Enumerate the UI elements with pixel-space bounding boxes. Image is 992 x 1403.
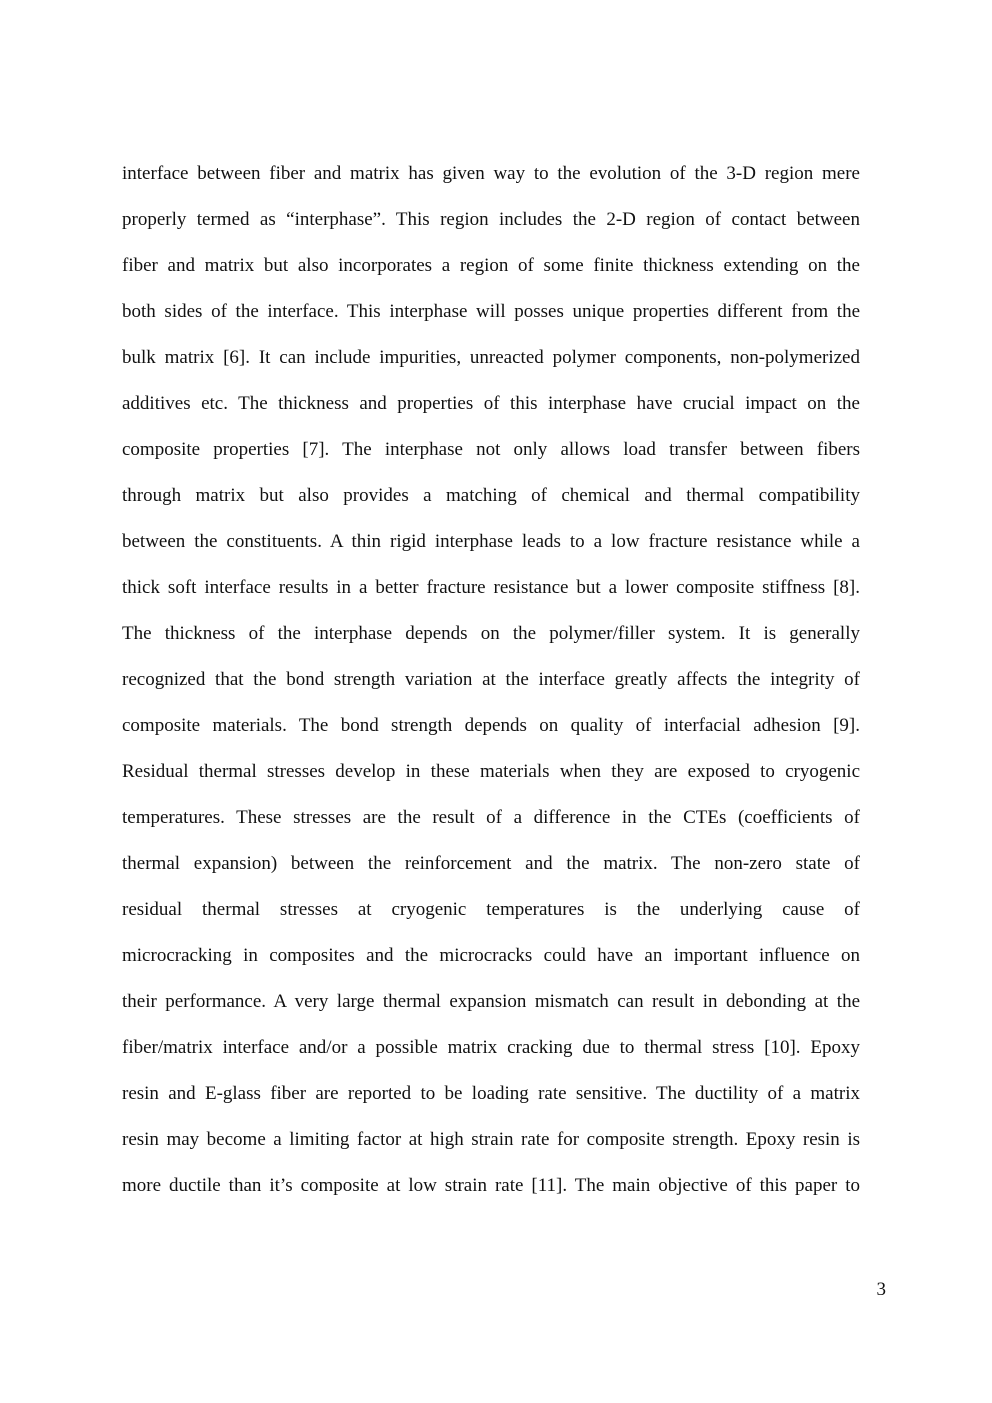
paragraph-line: properly termed as “interphase”. This region includes the 2-D region of contact between xyxy=(122,209,860,230)
paragraph-line: recognized that the bond strength variation at the interface greatly affects the integrity of xyxy=(122,669,860,690)
paragraph-line: their performance. A very large thermal expansion mismatch can result in debonding at the xyxy=(122,991,860,1012)
body-paragraph xyxy=(122,154,860,1212)
paragraph-line: additives etc. The thickness and properties of this interphase have crucial impact on the xyxy=(122,393,860,414)
paragraph-line: both sides of the interface. This interphase will posses unique properties different from the xyxy=(122,301,860,322)
paragraph-line: thermal expansion) between the reinforcement and the matrix. The non-zero state of xyxy=(122,853,860,874)
paragraph-line: residual thermal stresses at cryogenic temperatures is the underlying cause of xyxy=(122,899,860,920)
paragraph-line: more ductile than it’s composite at low strain rate [11]. The main objective of this paper to xyxy=(122,1175,860,1196)
paragraph-line: temperatures. These stresses are the result of a difference in the CTEs (coefficients of xyxy=(122,807,860,828)
paragraph-line: composite properties [7]. The interphase not only allows load transfer between fibers xyxy=(122,439,860,460)
paragraph-line: fiber and matrix but also incorporates a region of some finite thickness extending on the xyxy=(122,255,860,276)
paragraph-line: interface between fiber and matrix has given way to the evolution of the 3-D region mere xyxy=(122,163,860,184)
paragraph-line: through matrix but also provides a matching of chemical and thermal compatibility xyxy=(122,485,860,506)
paragraph-line: microcracking in composites and the microcracks could have an important influence on xyxy=(122,945,860,966)
paragraph-line: between the constituents. A thin rigid interphase leads to a low fracture resistance while a xyxy=(122,531,860,552)
paragraph-line: resin may become a limiting factor at high strain rate for composite strength. Epoxy resin is xyxy=(122,1129,860,1150)
paragraph-line: thick soft interface results in a better fracture resistance but a lower composite stiffness [8]. xyxy=(122,577,860,598)
paragraph-line: fiber/matrix interface and/or a possible matrix cracking due to thermal stress [10]. Epoxy xyxy=(122,1037,860,1058)
paragraph-line: composite materials. The bond strength depends on quality of interfacial adhesion [9]. xyxy=(122,715,860,736)
page-number: 3 xyxy=(876,1279,886,1300)
paragraph-line: resin and E-glass fiber are reported to be loading rate sensitive. The ductility of a matrix xyxy=(122,1083,860,1104)
paragraph-line: Residual thermal stresses develop in these materials when they are exposed to cryogenic xyxy=(122,761,860,782)
paragraph-line: The thickness of the interphase depends on the polymer/filler system. It is generally xyxy=(122,623,860,644)
paragraph-line: bulk matrix [6]. It can include impurities, unreacted polymer components, non-polymerized xyxy=(122,347,860,368)
